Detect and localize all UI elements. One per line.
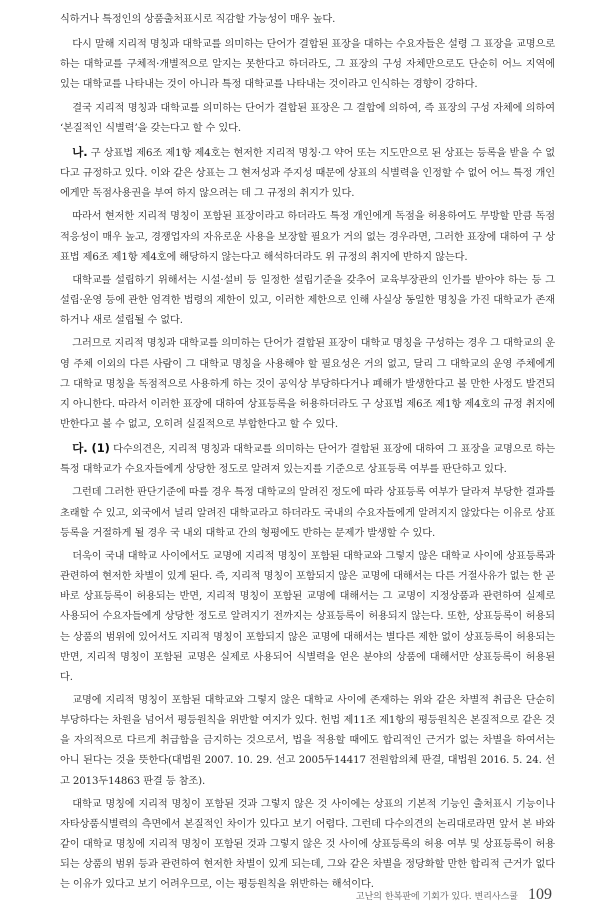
paragraph bbox=[60, 438, 555, 480]
paragraph: 따라서 현저한 지리적 명칭이 포함된 표장이라고 하더라도 특정 개인에게 독점을 허용하여도 무방할 만큼 독점적응성이 매우 높고, 경쟁업자의 자유로운 사용을 보장할 필요가 거의 없는 경우라면, 그러한 표장에 대하여 구 상표법 제6조 제1항 제4호에 해당하지 않는다고 해석하더라도 위 규정의 취지에 반하지 않는다. bbox=[60, 211, 555, 263]
paragraph: 그런데 그러한 판단기준에 따를 경우 특정 대학교의 알려진 정도에 따라 상표등록 여부가 달라져 부당한 결과를 초래할 수 있고, 외국에서 널리 알려진 대학교라고 하더라도 국내의 수요자들에게 알려지지 않았다는 이유로 상표등록을 거절하게 될 경우 국 내외 대학교 간의 형평에도 반하는 문제가 발생할 수 있다. bbox=[60, 487, 555, 539]
paragraph bbox=[60, 142, 555, 204]
paragraph: 다시 말해 지리적 명칭과 대학교를 의미하는 단어가 결합된 표장을 대하는 수요자들은 설령 그 표장을 교명으로 하는 대학교를 구체적·개별적으로 알지는 못한다고 하더라도, 그 표장의 구성 자체만으로도 단순히 어느 지역에 있는 대학교를 나타내는 것이 아니라 특정 대학교를 나타내는 것이라고 인식하는 경향이 강하다. bbox=[60, 39, 555, 91]
paragraph: 결국 지리적 명칭과 대학교를 의미하는 단어가 결합된 표장은 그 결합에 의하여, 즉 표장의 구성 자체에 의하여 ‘본질적인 식별력’을 갖는다고 할 수 있다. bbox=[60, 102, 555, 134]
page-footer bbox=[356, 886, 552, 904]
paragraph-text: 다수의견은, 지리적 명칭과 대학교를 의미하는 단어가 결합된 표장에 대하여 그 표장을 교명으로 하는 특정 대학교가 수요자들에게 상당한 정도로 알려져 있는지를 기준으로 상표등록 여부를 판단하고 있다. bbox=[60, 444, 555, 476]
footer-text: 고난의 한복판에 기회가 있다. 변리사스쿨 bbox=[355, 892, 518, 902]
paragraph: 그러므로 지리적 명칭과 대학교를 의미하는 단어가 결합된 표장이 대학교 명칭을 구성하는 경우 그 대학교의 운영 주체 이외의 다른 사람이 그 대학교 명칭을 사용해야 할 필요성은 거의 없고, 달리 그 대학교의 운영 주체에게 그 대학교 명칭을 독점적으로 사용하게 하는 것이 공익상 부당하다거나 폐해가 발생한다고 볼 만한 사정도 발견되지 아니한다. 따라서 이러한 표장에 대하여 상표등록을 허용하더라도 구 상표법 제6조 제1항 제4호의 규정 취지에 반한다고 볼 수 없고, 오히려 실질적으로 부합한다고 할 수 있다. bbox=[60, 338, 555, 430]
paragraph: 대학교 명칭에 지리적 명칭이 포함된 것과 그렇지 않은 것 사이에는 상표의 기본적 기능인 출처표시 기능이나 자타상품식별력의 측면에서 본질적인 차이가 있다고 보기 어렵다. 그런데 다수의견의 논리대로라면 앞서 본 바와 같이 대학교 명칭에 지리적 명칭이 포함된 것과 그렇지 않은 것 사이에 상표등록의 허용 여부 및 상표등록이 허용되는 상품의 범위 등과 관련하여 현저한 차별이 있게 되는데, 그와 같은 차별을 정당화할 만한 합리적 근거가 없다는 이유가 있다고 보기 어려우므로, 이는 평등원칙을 위반하는 해석이다. bbox=[60, 798, 555, 891]
paragraph: 대학교를 설립하기 위해서는 시설·설비 등 일정한 설립기준을 갖추어 교육부장관의 인가를 받아야 하는 등 그 설립·운영 등에 관한 엄격한 법령의 제한이 있고, 이러한 제한으로 인해 사실상 동일한 명칭을 가진 대학교가 존재하거나 새로 설립될 수 없다. bbox=[60, 274, 555, 327]
document-body bbox=[60, 10, 555, 899]
section-marker: 다. (1) bbox=[72, 441, 110, 456]
paragraph-text: 구 상표법 제6조 제1항 제4호는 현저한 지리적 명칭·그 약어 또는 지도만으로 된 상표는 등록을 받을 수 없다고 규정하고 있다. 이와 같은 상표는 그 현저성과 주지성 때문에 상표의 식별력을 인정할 수 없어 어느 특정 개인에게만 독점사용권을 부여 하지 않으려는 데 그 규정의 취지가 있다. bbox=[60, 147, 555, 200]
paragraph: 교명에 지리적 명칭이 포함된 대학교와 그렇지 않은 대학교 사이에 존재하는 위와 같은 차별적 취급은 단순히 부당하다는 차원을 넘어서 평등원칙을 위반할 여지가 있다. 헌법 제11조 제1항의 평등원칙은 본질적으로 같은 것을 자의적으로 다르게 취급함을 금지하는 것으로서, 법을 적용할 때에도 합리적인 근거가 없는 차별을 하여서는 아니 된다는 것을 뜻한다(대법원 2007. 10. 29. 선고 2005두14417 전원합의체 판결, 대법원 2016. 5. 24. 선고 2013두14863 판결 등 참조). bbox=[60, 695, 555, 787]
page-number: 109 bbox=[528, 886, 552, 903]
section-marker: 나. bbox=[72, 144, 88, 159]
paragraph: 식하거나 특정인의 상품출처표시로 직감할 가능성이 매우 높다. bbox=[60, 14, 336, 25]
paragraph: 더욱이 국내 대학교 사이에서도 교명에 지리적 명칭이 포함된 대학교와 그렇지 않은 대학교 사이에 상표등록과 관련하여 현저한 차별이 있게 된다. 즉, 지리적 명칭이 포함되지 않은 교명에 대해서는 다른 거절사유가 없는 한 곧바로 상표등록이 허용되는 반면, 지리적 명칭이 포함된 교명에 대해서는 그 교명이 지정상품과 관련하여 실제로 사용되어 수요자들에게 상당한 정도로 알려지기 전까지는 상표등록이 허용되지 않는다. 또한, 상표등록이 허용되는 상품의 범위에 있어서도 지리적 명칭이 포함되지 않은 교명에 대해서는 별다른 제한 없이 상표등록이 허용되는 반면, 지리적 명칭이 포함된 교명은 실제로 사용되어 식별력을 얻은 분야의 상품에 대해서만 상표등록이 허용된다. bbox=[60, 550, 555, 683]
